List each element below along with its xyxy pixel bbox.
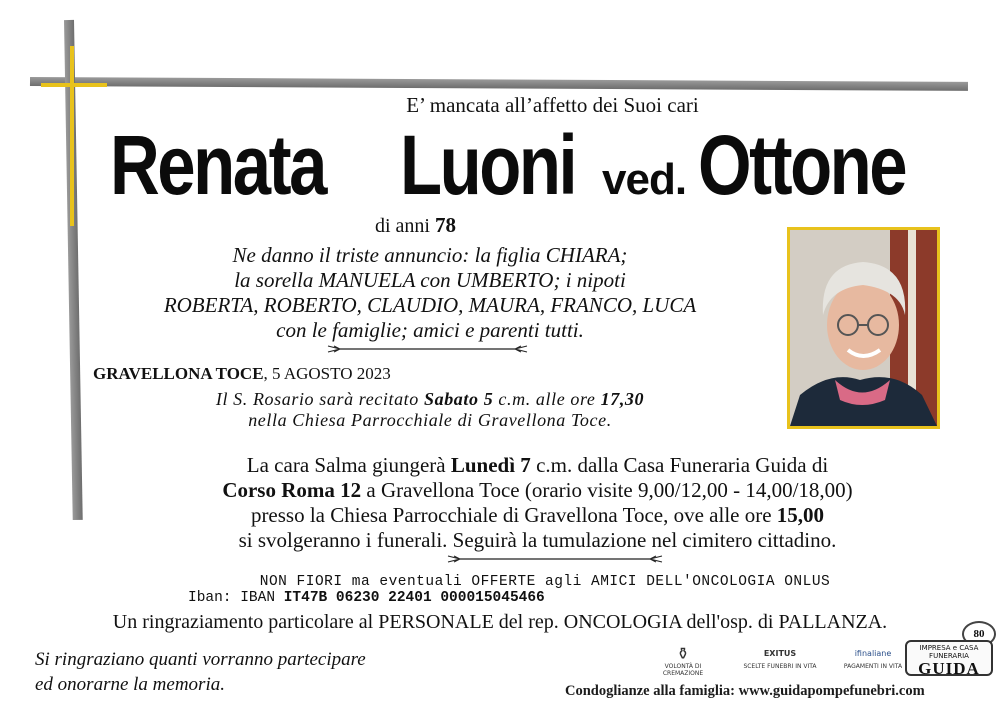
- announcement-line: la sorella MANUELA con UMBERTO; i nipoti: [234, 268, 626, 292]
- horizontal-bar: [30, 77, 968, 91]
- cremation-logo: [648, 645, 718, 677]
- iban-value: IT47B 06230 22401 000015045466: [283, 590, 545, 606]
- deceased-name: [110, 117, 980, 214]
- announcement-line: ROBERTA, ROBERTO, CLAUDIO, MAURA, FRANCO, LUCA: [163, 293, 697, 317]
- closing-line: Si ringraziano quanti vorranno partecipare: [35, 649, 366, 670]
- funeral-text: a Gravellona Toce (orario visite 9,00/12,00 - 14,00/18,00): [361, 478, 853, 502]
- age-label: di anni: [375, 215, 430, 237]
- rosary-text: Il S. Rosario sarà recitato: [215, 389, 424, 409]
- funeral-address: Corso Roma 12: [222, 478, 362, 502]
- payment-name: ifinaliane: [854, 649, 892, 658]
- thanks-text: Un ringraziamento particolare al PERSONALE del rep. ONCOLOGIA dell'osp. di PALLANZA.: [112, 611, 888, 633]
- guida-logo: [905, 640, 993, 676]
- funeral-text: La cara Salma giungerà: [246, 453, 451, 477]
- place: GRAVELLONA TOCE: [93, 364, 264, 383]
- payment-caption: PAGAMENTI IN VITA: [843, 663, 903, 670]
- age-value: 78: [435, 213, 456, 237]
- last-name: Luoni: [400, 118, 576, 212]
- cremation-caption: VOLONTÀ DI CREMAZIONE: [662, 663, 704, 677]
- closing-text: [35, 647, 366, 697]
- urn-icon: ⚱: [676, 644, 690, 663]
- iban-label: Iban: IBAN: [188, 590, 284, 606]
- first-name: Renata: [110, 118, 325, 212]
- funeral-day: Lunedì 7: [450, 453, 531, 477]
- widow-of: ved.: [602, 155, 687, 204]
- donation-line: NON FIORI ma eventuali OFFERTE agli AMICI DELL'ONCOLOGIA ONLUS: [259, 574, 831, 590]
- age: [375, 213, 456, 238]
- exitus-caption: SCELTE FUNEBRI IN VITA: [743, 663, 817, 670]
- guida-name: GUIDA: [918, 659, 980, 678]
- rosary-day: Sabato 5: [424, 389, 494, 409]
- closing-line: ed onorarne la memoria.: [35, 674, 225, 695]
- rosary-location: nella Chiesa Parrocchiale di Gravellona Toce.: [248, 410, 612, 430]
- divider-ornament: [120, 553, 955, 565]
- exitus-logo: [735, 645, 825, 670]
- place-date: [93, 364, 391, 384]
- donation-notes: [150, 574, 940, 606]
- condolences-link[interactable]: Condoglianze alla famiglia: www.guidapompefunebri.com: [565, 683, 925, 699]
- funeral-text: si svolgeranno i funerali. Seguirà la tumulazione nel cimitero cittadino.: [238, 528, 837, 552]
- guida-subtitle: IMPRESA e CASA FUNERARIA: [919, 644, 979, 660]
- funeral-text: c.m. dalla Casa Funeraria Guida di: [530, 453, 829, 477]
- announcement: [110, 243, 750, 355]
- announcement-line: Ne danno il triste annuncio: la figlia CHIARA;: [232, 243, 628, 267]
- funeral-text: presso la Chiesa Parrocchiale di Gravellona Toce, ove alle ore: [250, 503, 777, 527]
- rosary-text: c.m. alle ore: [493, 389, 601, 409]
- cross-icon: [70, 46, 74, 226]
- exitus-name: EXITUS: [763, 649, 797, 658]
- rosary-time: 17,30: [600, 389, 645, 409]
- payment-logo: [838, 645, 908, 670]
- rosary-info: [120, 389, 740, 431]
- married-name: Ottone: [698, 118, 906, 212]
- funeral-info: [120, 453, 955, 565]
- portrait-photo: [787, 227, 940, 429]
- intro-text: E’ mancata all’affetto dei Suoi cari: [406, 93, 699, 117]
- divider-ornament: [110, 343, 750, 355]
- date: , 5 AGOSTO 2023: [263, 364, 391, 383]
- cross-icon-arm: [41, 83, 107, 87]
- anniversary-badge: 80: [962, 621, 996, 647]
- funeral-time: 15,00: [776, 503, 825, 527]
- announcement-line: con le famiglie; amici e parenti tutti.: [276, 318, 584, 342]
